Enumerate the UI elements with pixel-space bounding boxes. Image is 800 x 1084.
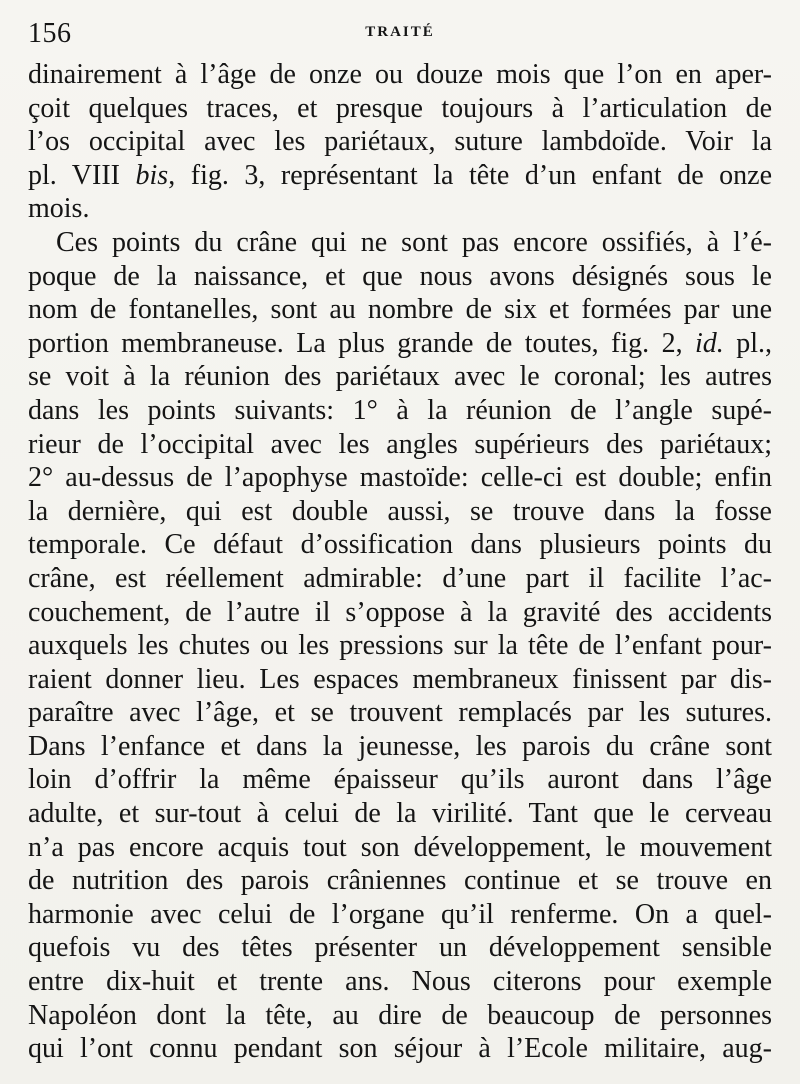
text-segment: , fig. 3, représentant la tête d’un enfant de onze (168, 159, 772, 191)
text-segment: pl., (736, 327, 772, 359)
text-line (28, 159, 772, 193)
page-header (28, 16, 772, 52)
text-segment: portion membraneuse. La plus grande de toutes, fig. 2, (28, 327, 683, 359)
text-line: Dans l’enfance et dans la jeunesse, les parois du crâne sont (28, 730, 772, 762)
text-line: crâne, est réellement admirable: d’une part il facilite l’ac- (28, 562, 772, 594)
text-line: çoit quelques traces, et presque toujours à l’articulation de (28, 92, 772, 124)
paragraph-first-line: Ces points du crâne qui ne sont pas encore ossifiés, à l’é- (56, 226, 772, 258)
page-number: 156 (28, 18, 72, 49)
text-segment: pl. VIII (28, 159, 120, 191)
text-line: paraître avec l’âge, et se trouvent remplacés par les sutures. (28, 697, 772, 729)
text-line: nom de fontanelles, sont au nombre de six et formées par une (28, 294, 772, 326)
text-line: entre dix-huit et trente ans. Nous citerons pour exemple (28, 966, 772, 998)
text-line: temporale. Ce défaut d’ossification dans plusieurs points du (28, 529, 772, 561)
text-line: loin d’offrir la même épaisseur qu’ils auront dans l’âge (28, 764, 772, 796)
text-line: la dernière, qui est double aussi, se trouve dans la fosse (28, 495, 772, 527)
text-line: auxquels les chutes ou les pressions sur la tête de l’enfant pour- (28, 630, 772, 662)
text-line: qui l’ont connu pendant son séjour à l’Ecole militaire, aug- (28, 1033, 772, 1065)
text-line: dinairement à l’âge de onze ou douze mois que l’on en aper- (28, 59, 772, 90)
body-text (28, 58, 772, 1066)
text-line: adulte, et sur-tout à celui de la virilité. Tant que le cerveau (28, 798, 772, 830)
text-line: l’os occipital avec les pariétaux, suture lambdoïde. Voir la (28, 126, 772, 158)
text-line: n’a pas encore acquis tout son développement, le mouvement (28, 831, 772, 863)
text-line: mois. (28, 193, 90, 225)
text-line: poque de la naissance, et que nous avons désignés sous le (28, 260, 772, 292)
italic-text: bis (135, 159, 169, 191)
running-head: TRAITÉ (365, 24, 435, 40)
text-line: harmonie avec celui de l’organe qu’il renferme. On a quel- (28, 898, 772, 930)
text-line (28, 327, 772, 361)
text-line: couchement, de l’autre il s’oppose à la gravité des accidents (28, 596, 772, 628)
text-line: se voit à la réunion des pariétaux avec le coronal; les autres (28, 361, 772, 393)
text-line: dans les points suivants: 1° à la réunion de l’angle supé- (28, 394, 772, 426)
text-line: raient donner lieu. Les espaces membraneux finissent par dis- (28, 663, 772, 695)
text-line: Napoléon dont la tête, au dire de beaucoup de personnes (28, 999, 772, 1031)
text-line: de nutrition des parois crâniennes continue et se trouve en (28, 865, 772, 897)
italic-text: id. (695, 327, 724, 359)
text-line: 2° au-dessus de l’apophyse mastoïde: celle-ci est double; enfin (28, 462, 772, 494)
text-line: rieur de l’occipital avec les angles supérieurs des pariétaux; (28, 428, 772, 460)
text-line: quefois vu des têtes présenter un développement sensible (28, 932, 772, 964)
